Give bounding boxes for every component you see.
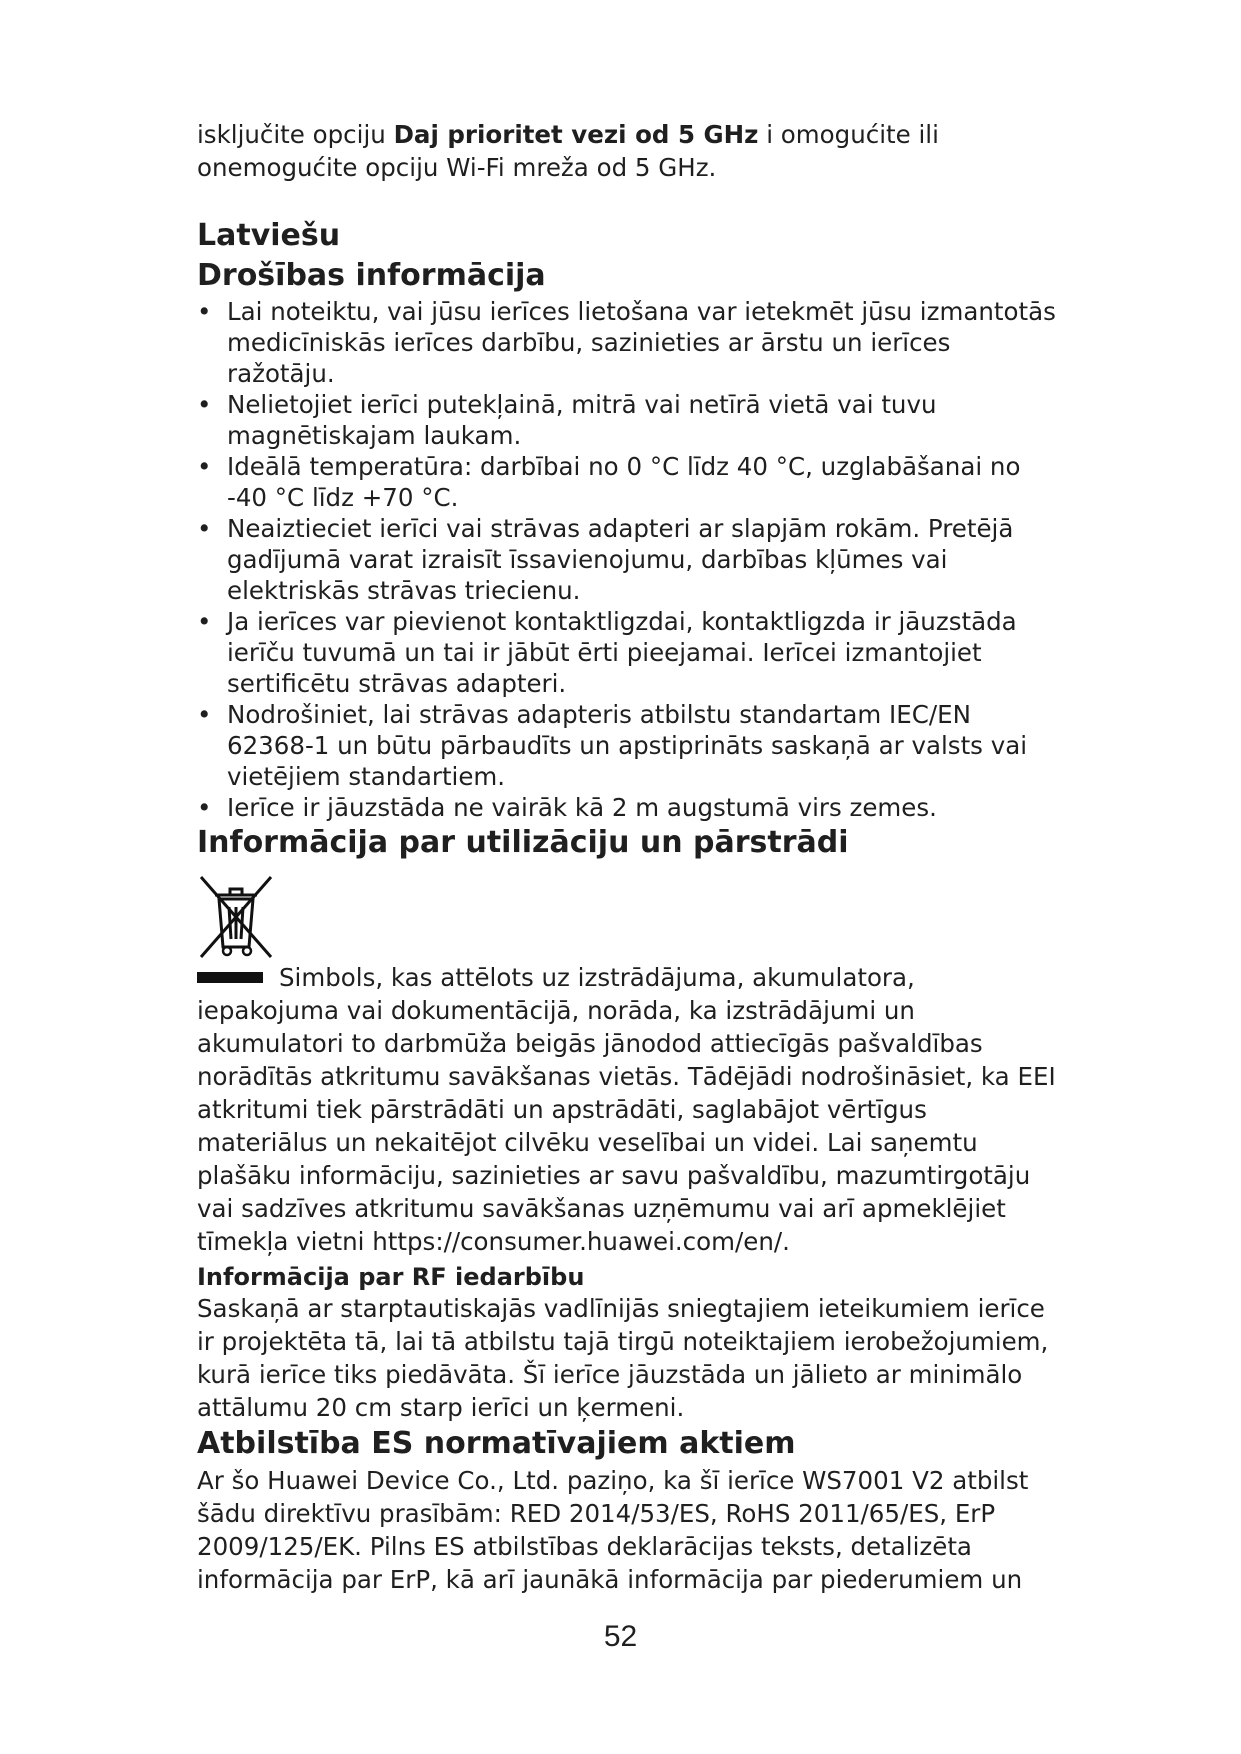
page-content	[197, 118, 1057, 1596]
intro-bold-option: Daj prioritet vezi od 5 GHz	[393, 120, 759, 149]
list-item	[197, 451, 1057, 513]
list-item	[197, 699, 1057, 792]
safety-list	[197, 296, 1057, 823]
intro-paragraph	[197, 118, 1057, 184]
language-heading: Latviešu	[197, 218, 341, 253]
list-item	[197, 513, 1057, 606]
list-item-text: Lai noteiktu, vai jūsu ierīces lietošana var ietekmēt jūsu izmantotās medicīniskās ierīces darbību, sazinieties ar ārstu un ierīces ražotāju.	[227, 297, 1056, 388]
rf-heading: Informācija par RF iedarbību	[197, 1263, 585, 1291]
disposal-heading: Informācija par utilizāciju un pārstrādi	[197, 825, 849, 860]
list-item	[197, 296, 1057, 389]
list-item-text: Ideālā temperatūra: darbībai no 0 °C līdz 40 °C, uzglabāšanai no -40 °C līdz +70 °C.	[227, 452, 1021, 512]
compliance-paragraph: Ar šo Huawei Device Co., Ltd. paziņo, ka šī ierīce WS7001 V2 atbilst šādu direktīvu prasībām: RED 2014/53/ES, RoHS 2011/65/ES, ErP 2009/125/EK. Pilns ES atbilstības deklarācijas teksts, detalizēta informācija par ErP, kā arī jaunākā informācija par piederumiem un	[197, 1466, 1029, 1594]
bullet-icon: •	[197, 607, 212, 636]
intro-text-1: isključite opciju	[197, 120, 394, 149]
bullet-icon: •	[197, 793, 212, 822]
weee-crossed-bin-icon	[197, 873, 275, 961]
list-item-text: Ja ierīces var pievienot kontaktligzdai, kontaktligzda ir jāuzstāda ierīču tuvumā un tai ir jābūt ērti pieejamai. Ierīcei izmantojiet sertificētu strāvas adapteri.	[227, 607, 1017, 698]
rf-paragraph: Saskaņā ar starptautiskajās vadlīnijās sniegtajiem ieteikumiem ierīce ir projektēta tā, lai tā atbilstu tajā tirgū noteiktajiem ierobežojumiem, kurā ierīce tiks piedāvāta. Šī ierīce jāuzstāda un jālieto ar minimālo attālumu 20 cm starp ierīci un ķermeni.	[197, 1294, 1049, 1422]
bullet-icon: •	[197, 452, 212, 481]
disposal-first-line-text: Simbols, kas attēlots uz izstrādājuma, akumulatora,	[279, 963, 915, 992]
compliance-heading: Atbilstība ES normatīvajiem aktiem	[197, 1426, 796, 1461]
weee-symbol-block	[197, 873, 1057, 994]
disposal-paragraph: iepakojuma vai dokumentācijā, norāda, ka izstrādājumi un akumulatori to darbmūža beigās jānodod attiecīgās pašvaldības norādītās atkritumu savākšanas vietās. Tādējādi nodrošināsiet, ka EEI atkritumi tiek pārstrādāti un apstrādāti, saglabājot vērtīgus materiālus un nekaitējot cilvēku veselībai un videi. Lai saņemtu plašāku informāciju, sazinieties ar savu pašvaldību, mazumtirgotāju vai sadzīves atkritumu savākšanas uzņēmumu vai arī apmeklējiet tīmekļa vietni https://consumer.huawei.com/en/.	[197, 996, 1056, 1256]
weee-bar-icon	[197, 972, 263, 983]
bullet-icon: •	[197, 297, 212, 326]
list-item-text: Neaiztieciet ierīci vai strāvas adapteri ar slapjām rokām. Pretējā gadījumā varat izraisīt īssavienojumu, darbības kļūmes vai elektriskās strāvas triecienu.	[227, 514, 1014, 605]
list-item	[197, 389, 1057, 451]
bullet-icon: •	[197, 390, 212, 419]
list-item	[197, 792, 1057, 823]
intro-text-2: i omogućite ili onemogućite opciju Wi-Fi mreža od 5 GHz.	[197, 120, 939, 182]
safety-heading: Drošības informācija	[197, 258, 546, 293]
list-item	[197, 606, 1057, 699]
bullet-icon: •	[197, 514, 212, 543]
list-item-text: Nelietojiet ierīci putekļainā, mitrā vai netīrā vietā vai tuvu magnētiskajam laukam.	[227, 390, 937, 450]
list-item-text: Ierīce ir jāuzstāda ne vairāk kā 2 m augstumā virs zemes.	[227, 793, 937, 822]
bullet-icon: •	[197, 700, 212, 729]
list-item-text: Nodrošiniet, lai strāvas adapteris atbilstu standartam IEC/EN 62368-1 un būtu pārbaudīts un apstiprināts saskaņā ar valsts vai vietējiem standartiem.	[227, 700, 1028, 791]
page-number: 52	[603, 1620, 638, 1653]
weee-first-line	[197, 961, 1057, 994]
